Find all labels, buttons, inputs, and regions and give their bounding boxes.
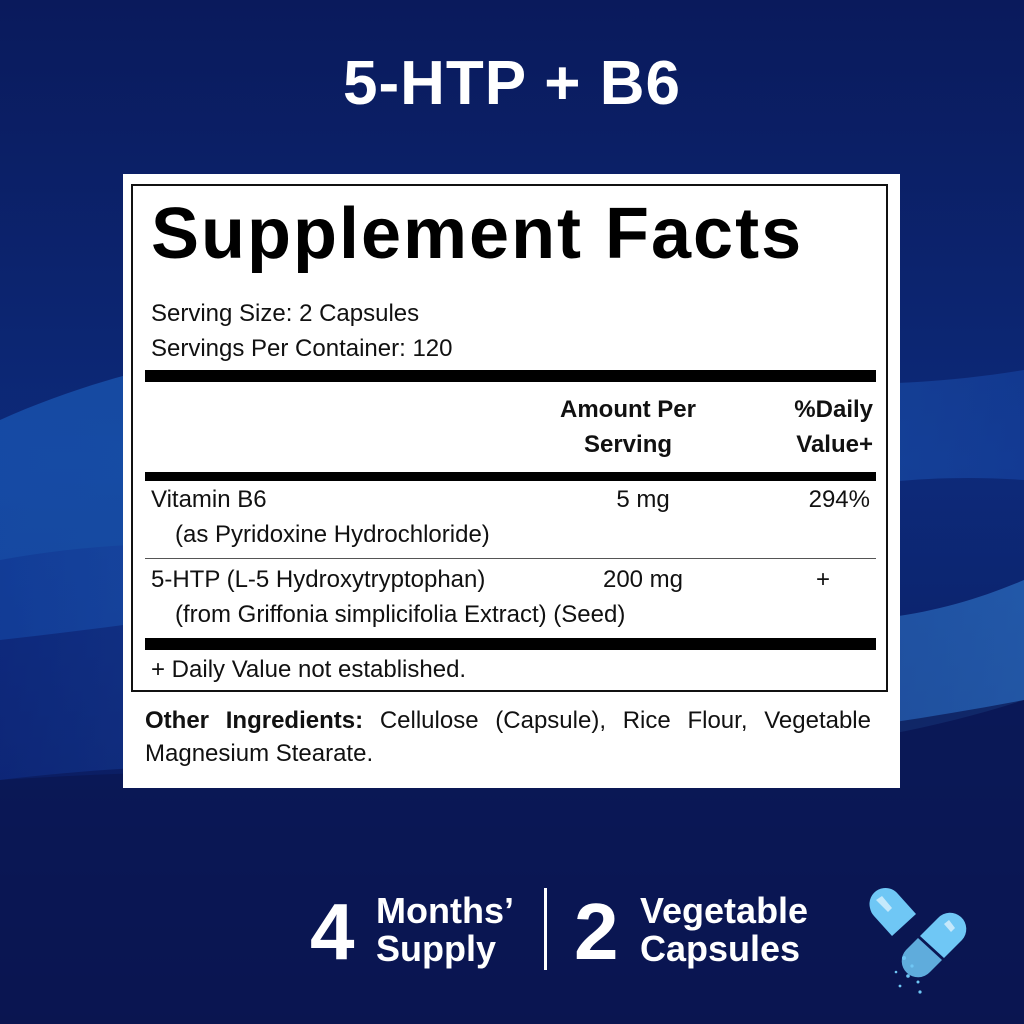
badge-divider: [544, 888, 547, 970]
row-5htp-sub: (from Griffonia simplicifolia Extract) (Seed): [175, 601, 626, 628]
row-divider: [145, 558, 876, 559]
amount-header-line1: Amount Per: [559, 396, 696, 423]
thick-divider-top: [145, 370, 876, 382]
thick-divider-header: [145, 472, 876, 481]
supplement-facts-panel: [123, 174, 900, 788]
serving-size: Serving Size: 2 Capsules: [151, 300, 420, 327]
facts-title: Supplement Facts: [151, 194, 804, 274]
row-vitamin-b6-sub: (as Pyridoxine Hydrochloride): [175, 521, 490, 548]
other-ingredients-label: Other Ingredients:: [145, 707, 364, 734]
amount-header-line2: Serving: [583, 431, 673, 458]
dv-header-line2: Value+: [796, 431, 873, 458]
row-5htp-name: 5-HTP (L-5 Hydroxytryptophan): [151, 566, 486, 593]
daily-value-footnote: + Daily Value not established.: [151, 656, 467, 683]
other-ingredients: [145, 704, 871, 770]
months-number: 4: [310, 887, 355, 976]
dv-header-line1: %Daily: [794, 396, 873, 423]
capsules-line2: Capsules: [640, 928, 801, 969]
capsules-line1: Vegetable: [640, 890, 809, 931]
daily-value-header: [753, 392, 873, 462]
other-ingredients-text: Cellulose (Capsule), Rice Flour, Vegetable Magnesium Stearate.: [145, 707, 871, 767]
row-vitamin-b6-dv: 294%: [808, 486, 870, 513]
capsules-number: 2: [574, 887, 619, 976]
capsule-icon: [860, 886, 975, 1001]
facts-box: [131, 184, 888, 692]
row-vitamin-b6-amount: 5 mg: [616, 486, 670, 513]
months-line2: Supply: [376, 928, 497, 969]
months-line1: Months’: [376, 890, 514, 931]
row-5htp-dv: +: [815, 566, 830, 593]
thick-divider-bottom: [145, 638, 876, 650]
servings-per-container: Servings Per Container: 120: [151, 335, 453, 362]
row-vitamin-b6-name: Vitamin B6: [151, 486, 267, 513]
row-5htp-amount: 200 mg: [602, 566, 684, 593]
product-title: 5-HTP + B6: [343, 49, 681, 118]
amount-header: [528, 392, 728, 462]
bottom-badges: [0, 880, 1024, 980]
